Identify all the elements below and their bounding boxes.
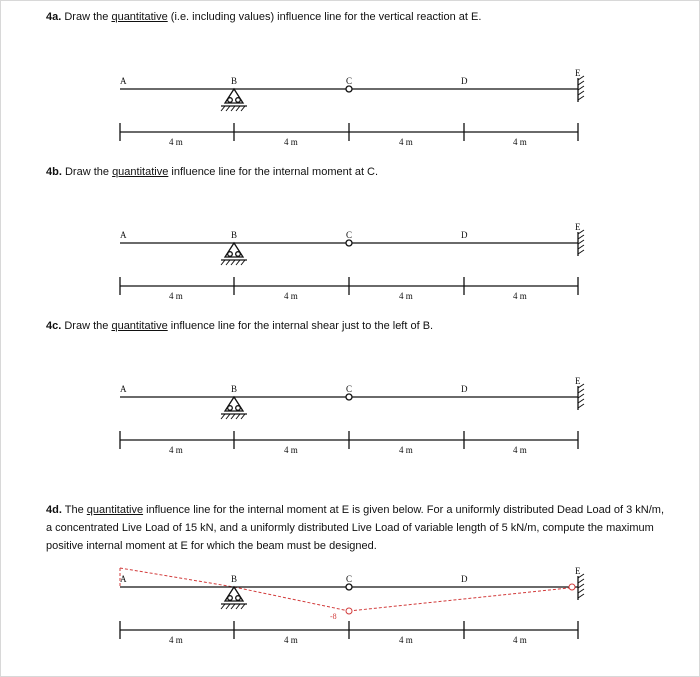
point-label-c: C — [346, 384, 353, 394]
span-label: 4 m — [284, 291, 298, 301]
pin-support-b — [221, 397, 247, 419]
influence-hinge-marker — [346, 608, 352, 614]
dimension-line — [120, 277, 578, 295]
point-label-a: A — [120, 76, 127, 86]
span-label: 4 m — [284, 635, 298, 645]
pin-support-b — [221, 243, 247, 265]
point-label-d: D — [461, 384, 468, 394]
question-label: 4d. — [46, 504, 62, 516]
point-label-c: C — [346, 574, 353, 584]
point-label-e: E — [575, 222, 581, 232]
span-label: 4 m — [169, 291, 183, 301]
point-label-e: E — [575, 566, 581, 576]
span-label: 4 m — [169, 445, 183, 455]
pin-support-b — [221, 89, 247, 111]
question-label: 4b. — [46, 166, 62, 178]
span-label: 4 m — [513, 635, 527, 645]
influence-end-marker — [569, 584, 575, 590]
pin-support-b — [221, 587, 247, 609]
hinge-c — [346, 584, 352, 590]
fixed-support-e — [578, 384, 584, 410]
question-4c: 4c. Draw the quantitative influence line for the internal shear just to the left of B. — [46, 320, 434, 332]
point-label-c: C — [346, 230, 353, 240]
question-4a: 4a. Draw the quantitative (i.e. including values) influence line for the vertical reaction at E. — [46, 11, 482, 23]
beam-diagram-4c — [0, 368, 700, 468]
span-label: 4 m — [399, 635, 413, 645]
fixed-support-e — [578, 574, 584, 600]
question-label: 4c. — [46, 320, 62, 332]
point-label-e: E — [575, 376, 581, 386]
span-label: 4 m — [513, 137, 527, 147]
span-label: 4 m — [284, 445, 298, 455]
point-label-c: C — [346, 76, 353, 86]
influence-ordinate-label: -8 — [330, 612, 337, 621]
span-label: 4 m — [399, 445, 413, 455]
dimension-line — [120, 621, 578, 639]
fixed-support-e — [578, 230, 584, 256]
span-label: 4 m — [513, 445, 527, 455]
span-label: 4 m — [169, 635, 183, 645]
point-label-b: B — [231, 76, 238, 86]
span-label: 4 m — [513, 291, 527, 301]
beam-diagram-4d — [0, 558, 700, 658]
point-label-b: B — [231, 230, 238, 240]
point-label-a: A — [120, 574, 127, 584]
dimension-line — [120, 431, 578, 449]
hinge-c — [346, 86, 352, 92]
point-label-b: B — [231, 574, 238, 584]
point-label-e: E — [575, 68, 581, 78]
point-label-d: D — [461, 574, 468, 584]
span-label: 4 m — [399, 291, 413, 301]
span-label: 4 m — [399, 137, 413, 147]
fixed-support-e — [578, 76, 584, 102]
question-4d: 4d. The quantitative influence line for the internal moment at E is given below. For a uniformly distributed Dead Load of 3 kN/m, a concentrated Live Load of 15 kN, and a uniformly distributed Live Load of variable length of 5 kN/m, compute the maximum positive internal moment at E for which the beam must be designed. — [46, 504, 665, 552]
span-label: 4 m — [284, 137, 298, 147]
point-label-d: D — [461, 76, 468, 86]
point-label-d: D — [461, 230, 468, 240]
beam-diagram-4a — [0, 60, 700, 160]
dimension-line — [120, 123, 578, 141]
point-label-b: B — [231, 384, 238, 394]
beam-diagram-4b — [0, 214, 700, 314]
question-label: 4a. — [46, 11, 62, 23]
hinge-c — [346, 394, 352, 400]
point-label-a: A — [120, 384, 127, 394]
question-4b: 4b. Draw the quantitative influence line for the internal moment at C. — [46, 166, 379, 178]
span-label: 4 m — [169, 137, 183, 147]
point-label-a: A — [120, 230, 127, 240]
hinge-c — [346, 240, 352, 246]
